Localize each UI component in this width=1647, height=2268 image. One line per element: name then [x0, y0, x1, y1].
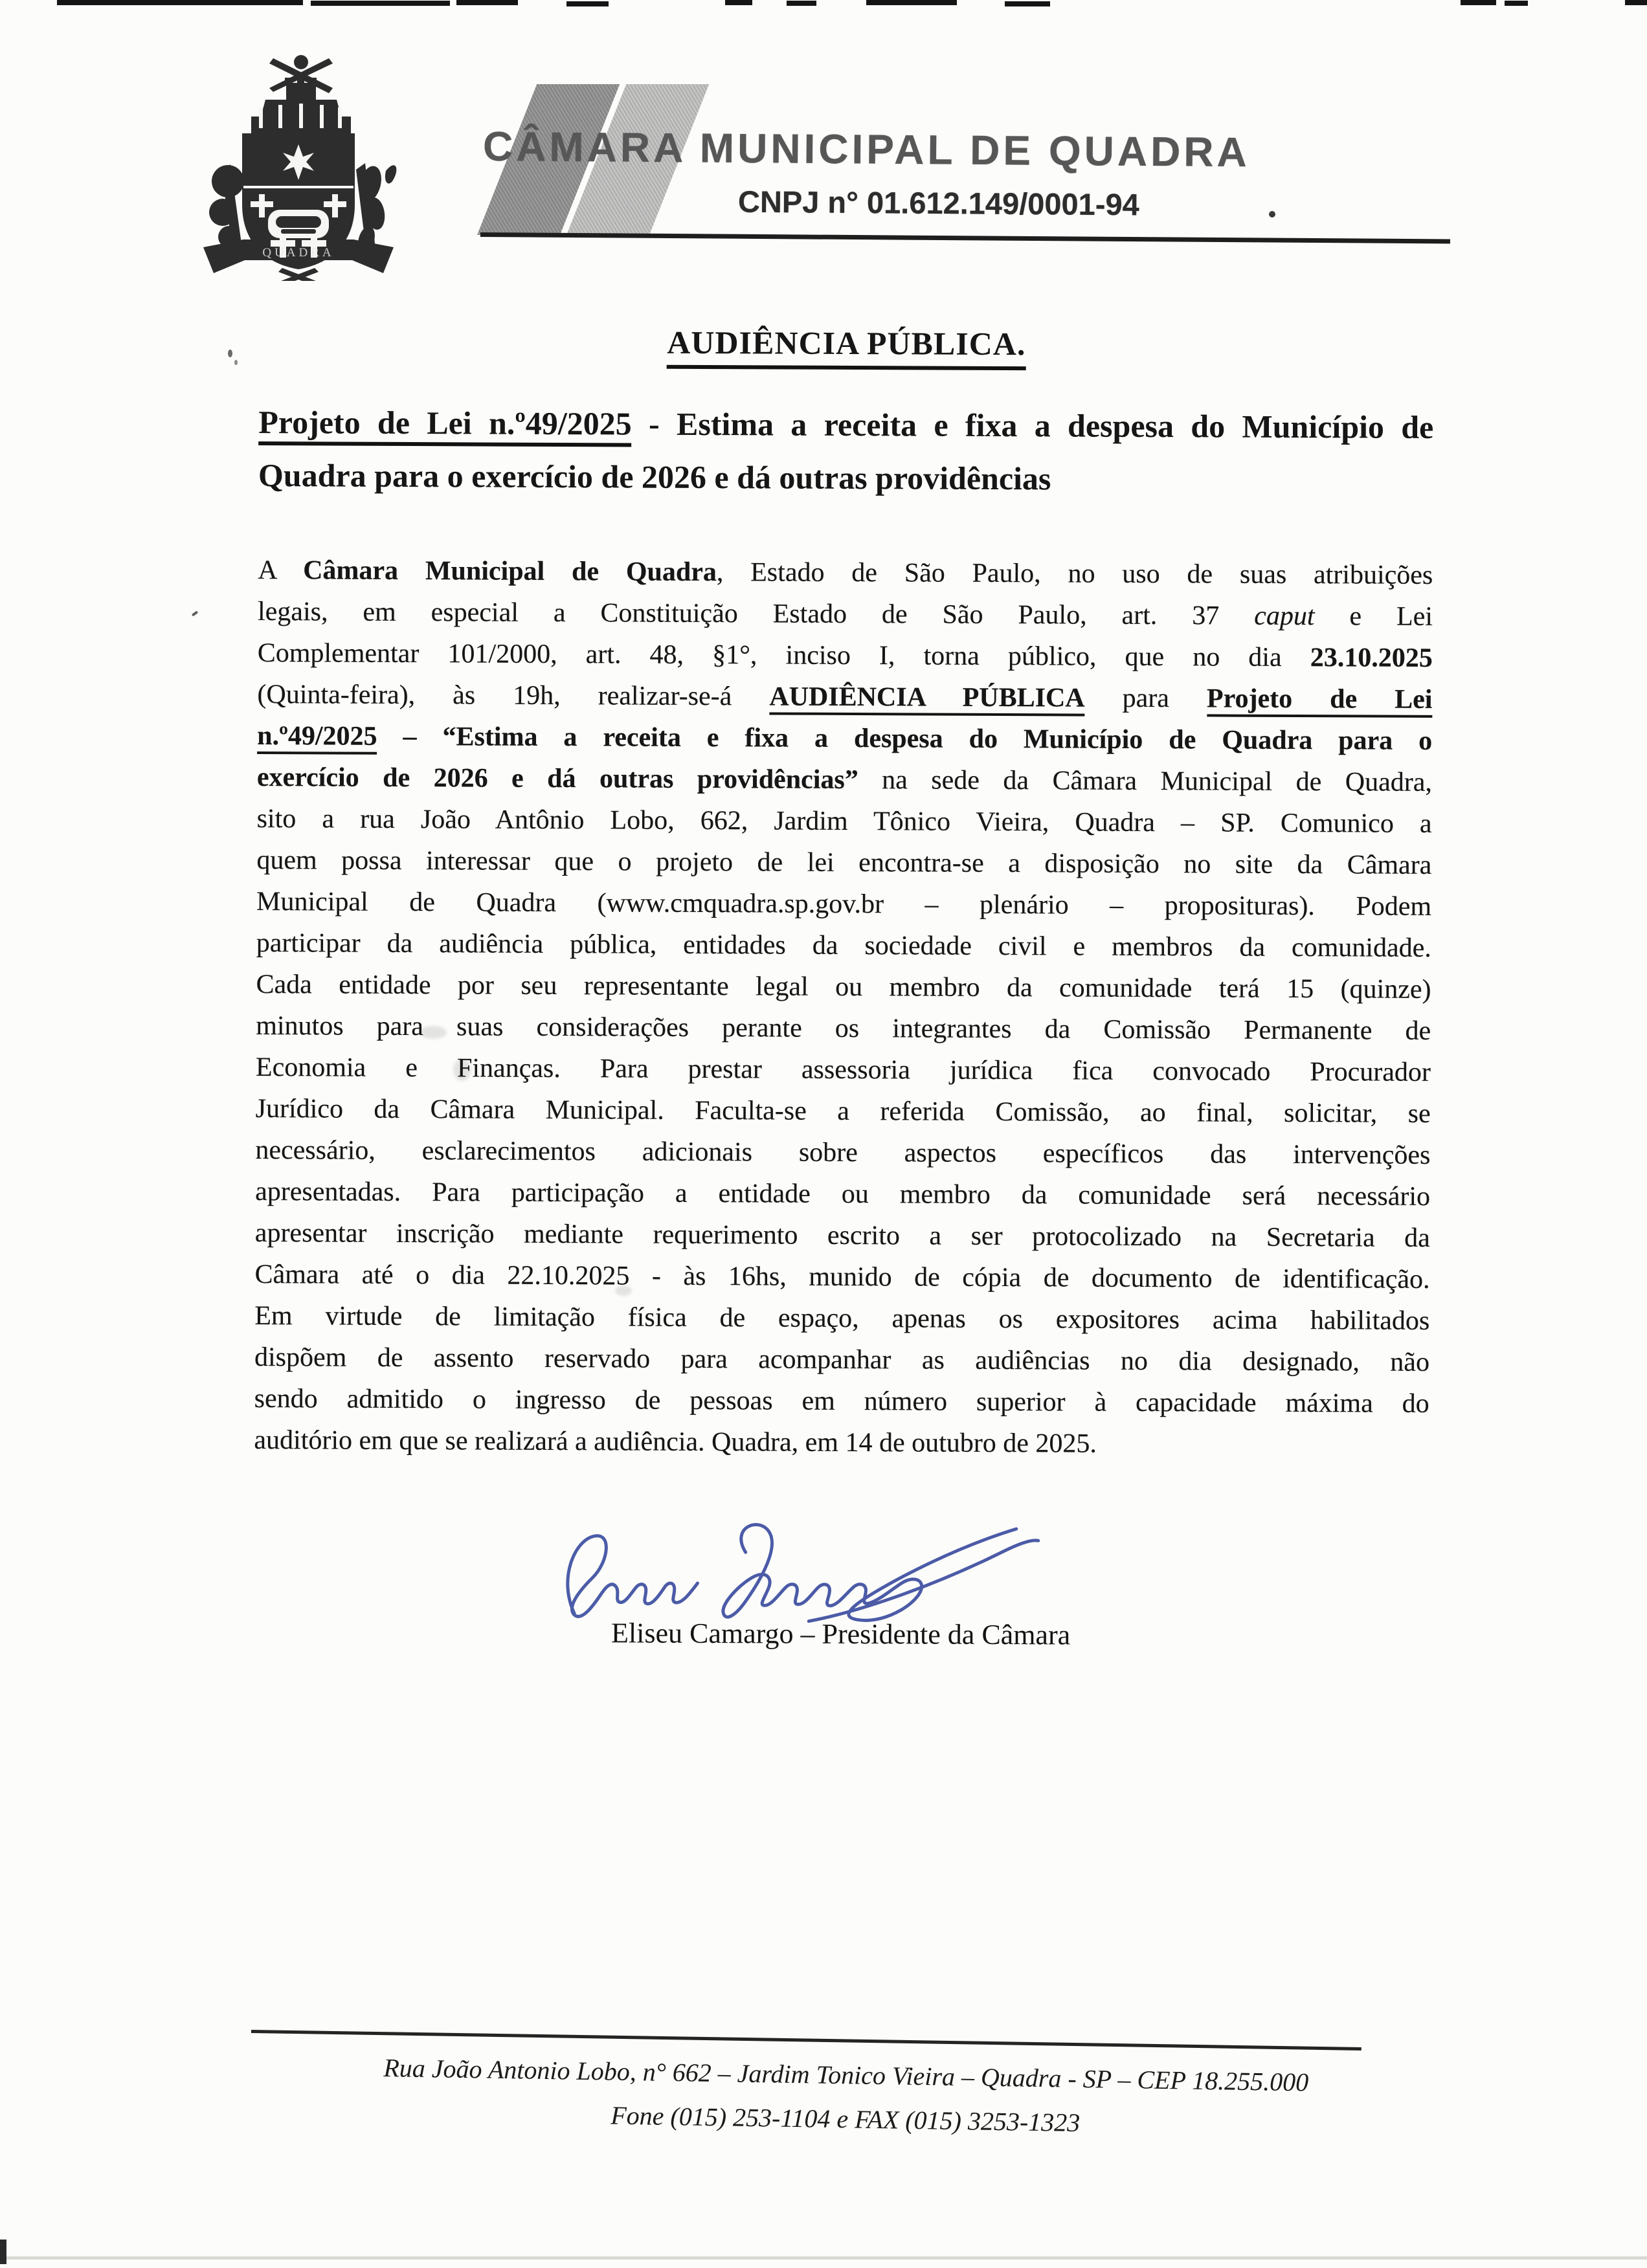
- text-line: [254, 1254, 1429, 1300]
- text-line: [257, 757, 1432, 803]
- text-line: [257, 715, 1432, 762]
- text-segment: e Lei: [1314, 601, 1433, 632]
- text-segment: Câmara até o dia 22.10.2025 - às 16hs, munido de cópia de documento de identificação.: [254, 1259, 1430, 1295]
- text-line: [256, 839, 1431, 886]
- text-line: [256, 1005, 1431, 1052]
- text-line: [256, 1088, 1431, 1135]
- scan-artifact: [1625, 0, 1647, 5]
- text-segment: sendo admitido o ingresso de pessoas em número superior à capacidade máxima do: [254, 1383, 1429, 1419]
- text-segment: –: [377, 721, 443, 752]
- scan-artifact: [311, 1, 450, 6]
- scan-artifact: [787, 1, 816, 6]
- text-segment: caput: [1254, 601, 1315, 632]
- text-line: [254, 1419, 1429, 1466]
- text-segment: para: [1084, 683, 1207, 714]
- footer-phone: Fone (015) 253-1104 e FAX (015) 3253-1323: [610, 2100, 1081, 2137]
- text-line: [258, 591, 1433, 638]
- cnpj-line: CNPJ n° 01.612.149/0001-94: [737, 184, 1139, 222]
- text-segment: Jurídico da Câmara Municipal. Faculta-se a referida Comissão, ao final, solicitar, se: [255, 1093, 1431, 1129]
- scan-speck: [228, 350, 232, 357]
- text-segment: Quadra para o exercício de 2026 e dá outras providências: [258, 456, 1051, 497]
- text-segment: quem possa interessar que o projeto de lei encontra-se a disposição no site da Câmara: [256, 845, 1432, 880]
- text-segment: 23.10.2025: [1310, 643, 1433, 673]
- text-segment: Projeto de Lei n.º49/2025: [258, 404, 632, 447]
- scan-artifact-bottom-line: [0, 2256, 1647, 2260]
- scan-artifact: [1461, 0, 1496, 5]
- text-segment: exercício de 2026 e dá outras providências”: [256, 762, 858, 795]
- text-segment: (Quinta-feira), às 19h, realizar-se-á: [257, 679, 770, 712]
- text-segment: “Estima a receita e fixa a despesa do Município de Quadra para o: [442, 722, 1433, 756]
- text-line: [256, 964, 1431, 1010]
- scan-artifact-bottom-nub: [0, 2240, 6, 2264]
- footer-address: Rua João Antonio Lobo, n° 662 – Jardim Tonico Vieira – Quadra - SP – CEP 18.255.000: [383, 2053, 1309, 2097]
- document-body: [254, 322, 1434, 1651]
- text-segment: A: [258, 555, 304, 586]
- text-segment: n.º49/2025: [257, 721, 377, 755]
- text-line: [256, 922, 1431, 969]
- text-line: [255, 1171, 1430, 1217]
- text-line: [257, 674, 1432, 720]
- scan-artifact: [866, 0, 957, 5]
- header-rule: [480, 232, 1450, 243]
- text-line: [255, 1129, 1430, 1176]
- text-segment: auditório em que se realizará a audiência. Quadra, em 14 de outubro de 2025.: [254, 1425, 1097, 1459]
- logo-ribbon-text: QUADRA: [262, 246, 335, 260]
- subject-heading: [258, 395, 1434, 507]
- quadra-coat-of-arms-icon: [192, 54, 405, 281]
- text-segment: na sede da Câmara Municipal de Quadra,: [858, 765, 1433, 797]
- text-segment: Estima a receita e fixa a despesa do Município de: [676, 405, 1434, 445]
- text-line: [255, 1212, 1430, 1259]
- text-segment: Cada entidade por seu representante legal ou membro da comunidade terá 15 (quinze): [256, 969, 1431, 1005]
- text-segment: apresentar inscrição mediante requerimento escrito a ser protocolizado na Secretaria da: [254, 1217, 1430, 1253]
- scan-artifact: [1005, 1, 1050, 6]
- text-segment: Em virtude de limitação física de espaço, apenas os expositores acima habilitados: [254, 1300, 1430, 1336]
- text-segment: Câmara Municipal de Quadra: [303, 555, 717, 588]
- scan-artifact: [57, 0, 303, 5]
- text-segment: sito a rua João Antônio Lobo, 662, Jardim Tônico Vieira, Quadra – SP. Comunico a: [256, 803, 1432, 839]
- text-line: [258, 632, 1433, 679]
- text-line: [258, 449, 1433, 507]
- document-title-text: AUDIÊNCIA PÚBLICA.: [667, 324, 1025, 370]
- text-segment: participar da audiência pública, entidades da sociedade civil e membros da comunidade.: [256, 928, 1431, 963]
- scan-speck: [192, 610, 198, 616]
- text-segment: Economia e Finanças. Para prestar assessoria jurídica fica convocado Procurador: [255, 1052, 1431, 1087]
- text-segment: minutos para suas considerações perante os integrantes da Comissão Permanente de: [256, 1010, 1431, 1046]
- text-segment: AUDIÊNCIA PÚBLICA: [769, 682, 1085, 716]
- document-title: [259, 322, 1434, 372]
- scan-speck: [234, 360, 238, 365]
- text-line: [254, 1378, 1429, 1425]
- org-name-title: CÂMARA MUNICIPAL DE QUADRA: [482, 122, 1251, 176]
- text-segment: apresentadas. Para participação a entidade ou membro da comunidade será necessário: [255, 1176, 1431, 1212]
- scan-artifact: [1505, 1, 1528, 6]
- text-segment: necessário, esclarecimentos adicionais sobre aspectos específicos das intervenções: [255, 1135, 1431, 1170]
- text-line: [257, 798, 1432, 845]
- text-line: [258, 395, 1433, 454]
- text-segment: legais, em especial a Constituição Estado de São Paulo, art. 37: [257, 596, 1255, 631]
- body-paragraph: [254, 550, 1433, 1466]
- text-segment: Projeto de Lei: [1207, 684, 1433, 718]
- footer-text: [258, 2044, 1434, 2150]
- scan-artifact: [456, 0, 518, 5]
- text-segment: , Estado de São Paulo, no uso de suas atribuições: [716, 557, 1433, 590]
- text-segment: Complementar 101/2000, art. 48, §1°, inciso I, torna público, que no dia: [257, 638, 1310, 673]
- text-line: [256, 881, 1431, 928]
- text-segment: Municipal de Quadra (www.cmquadra.sp.gov.br – plenário – proposituras). Podem: [256, 886, 1432, 922]
- scan-artifact: [566, 1, 609, 6]
- scan-artifact: [725, 0, 752, 5]
- text-line: [254, 1295, 1429, 1342]
- scan-speck: [1269, 211, 1275, 217]
- text-line: [254, 1337, 1429, 1383]
- text-segment: -: [631, 405, 677, 442]
- text-segment: dispõem de assento reservado para acompanhar as audiências no dia designado, não: [254, 1342, 1430, 1377]
- text-line: [258, 550, 1433, 596]
- text-line: [256, 1047, 1431, 1093]
- signatory-name-line: Eliseu Camargo – Presidente da Câmara: [611, 1617, 1071, 1651]
